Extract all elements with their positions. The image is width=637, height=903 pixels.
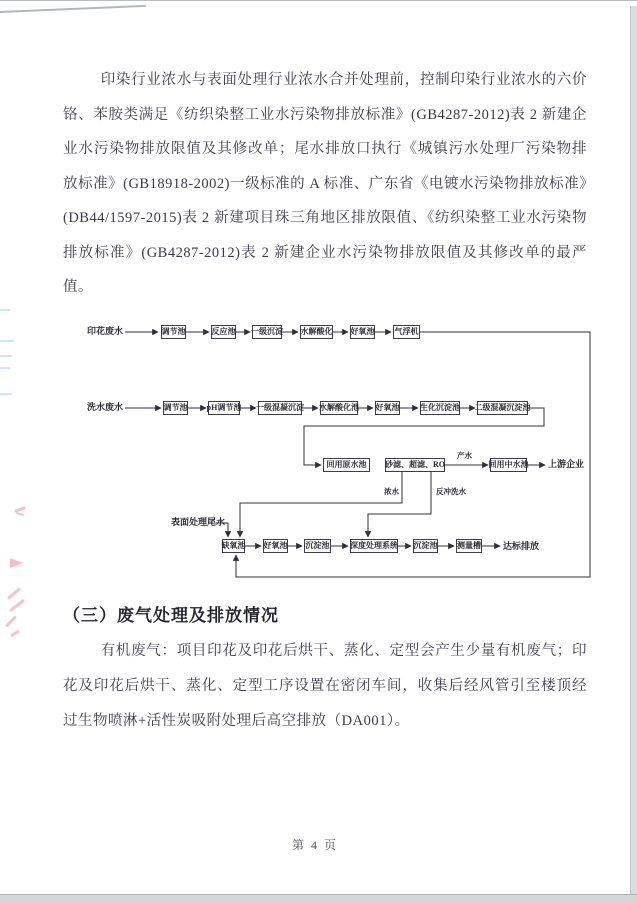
flow-box-sedimentation-tank-1: 沉淀池 bbox=[304, 539, 331, 553]
source-label-printing-wastewater: 印花废水 bbox=[87, 326, 124, 336]
flow-box-aerobic-tank-3: 好氧池 bbox=[263, 539, 288, 553]
annotation-product-water: 产水 bbox=[457, 451, 472, 460]
scan-cyan-mark bbox=[0, 309, 10, 311]
scan-top-edge-skew bbox=[0, 5, 146, 13]
annotation-concentrate-water: 浓水 bbox=[384, 487, 399, 496]
flow-box-measuring-tank: 测量槽 bbox=[456, 539, 482, 553]
paragraph-waste-gas: 有机废气：项目印花及印花后烘干、蒸化、定型会产生少量有机废气；印花及印花后烘干、蒸化、定型工序设置在密闭车间，收集后经风管引至楼顶经过生物喷淋+活性炭吸附处理后高空排放（DA001）。 bbox=[63, 643, 587, 729]
scan-cyan-mark bbox=[0, 367, 10, 369]
source-label-washing-wastewater: 洗水废水 bbox=[87, 402, 124, 412]
flow-box-reaction-tank: 反应池 bbox=[211, 325, 236, 339]
flow-box-sedimentation-tank-2: 沉淀池 bbox=[413, 539, 438, 553]
outlet-label-compliant-discharge: 达标排放 bbox=[503, 541, 540, 551]
flow-box-anoxic-tank: 缺氧池 bbox=[222, 539, 245, 553]
flow-box-aerobic-tank-2: 好氧池 bbox=[375, 401, 400, 415]
flow-box-secondary-coagulation-sedimentation-tank: 二级混凝沉淀池 bbox=[477, 401, 528, 415]
flow-box-biochemical-sedimentation-tank: 生化沉淀池 bbox=[420, 401, 460, 415]
scan-top-edge bbox=[0, 0, 637, 1]
flow-box-reuse-raw-water-tank: 回用原水池 bbox=[323, 458, 370, 472]
scan-pink-smudge bbox=[16, 512, 24, 516]
source-label-surface-treatment-tailwater: 表面处理尾水 bbox=[171, 517, 226, 527]
flow-box-hydrolysis-acidification-tank: 水解酸化池 bbox=[320, 401, 358, 415]
flow-box-regulating-tank-1: 调节池 bbox=[161, 325, 186, 339]
flow-box-primary-coagulation-sedimentation: 一级混凝沉淀 bbox=[258, 401, 302, 415]
flow-box-reuse-reclaimed-water-tank: 回用中水池 bbox=[490, 458, 527, 472]
annotation-backwash-water: 反冲洗水 bbox=[436, 487, 466, 496]
section-heading-waste-gas: （三）废气处理及排放情况 bbox=[63, 606, 279, 625]
wastewater-treatment-flowchart bbox=[85, 305, 597, 590]
scan-cyan-mark bbox=[0, 355, 12, 357]
scan-pink-smudge bbox=[10, 630, 20, 638]
flow-box-ph-adjusting-tank: pH调节池 bbox=[208, 401, 240, 415]
flow-box-primary-sedimentation: 一级沉淀 bbox=[252, 325, 282, 339]
page-number: 第 4 页 bbox=[291, 838, 338, 852]
flow-box-air-flotation: 气浮机 bbox=[393, 325, 420, 339]
flow-box-sand-ultra-filtration-ro: 砂滤、超滤、RO bbox=[385, 458, 445, 472]
flow-box-regulating-tank-2: 调节池 bbox=[163, 401, 188, 415]
scan-pink-smudge bbox=[10, 558, 23, 568]
flow-box-advanced-treatment-system: 深度处理系统 bbox=[350, 539, 398, 553]
scan-cyan-mark bbox=[0, 340, 14, 342]
paragraph-water-standards: 印染行业浓水与表面处理行业浓水合并处理前，控制印染行业浓水的六价铬、苯胺类满足《纺织染整工业水污染物排放标准》(GB4287-2012)表 2 新建企业水污染物排放限值及其修改单；尾水排放口执行《城镇污水处理厂污染物排放标准》(GB18918-2002)一级标准的 A 标准、广东省《电镀水污染物排放标准》(DB44/1597-2015)表 2 新建项目珠三角地区排放限值、《纺织染整工业水污染物排放标准》(GB4287-2012)表 2 新建企业水污染物排放限值及其修改单的最严值。 bbox=[63, 72, 587, 295]
flow-box-aerobic-tank-1: 好氧池 bbox=[350, 325, 375, 339]
flow-box-hydrolysis-acidification: 水解酸化 bbox=[300, 325, 333, 339]
scan-pink-smudge bbox=[5, 615, 17, 627]
scan-right-edge bbox=[630, 6, 637, 902]
scan-pink-smudge bbox=[9, 599, 25, 612]
scan-cyan-mark bbox=[0, 393, 12, 395]
scan-pink-smudge bbox=[7, 587, 21, 600]
outlet-label-upstream-enterprises: 上游企业 bbox=[548, 459, 585, 469]
